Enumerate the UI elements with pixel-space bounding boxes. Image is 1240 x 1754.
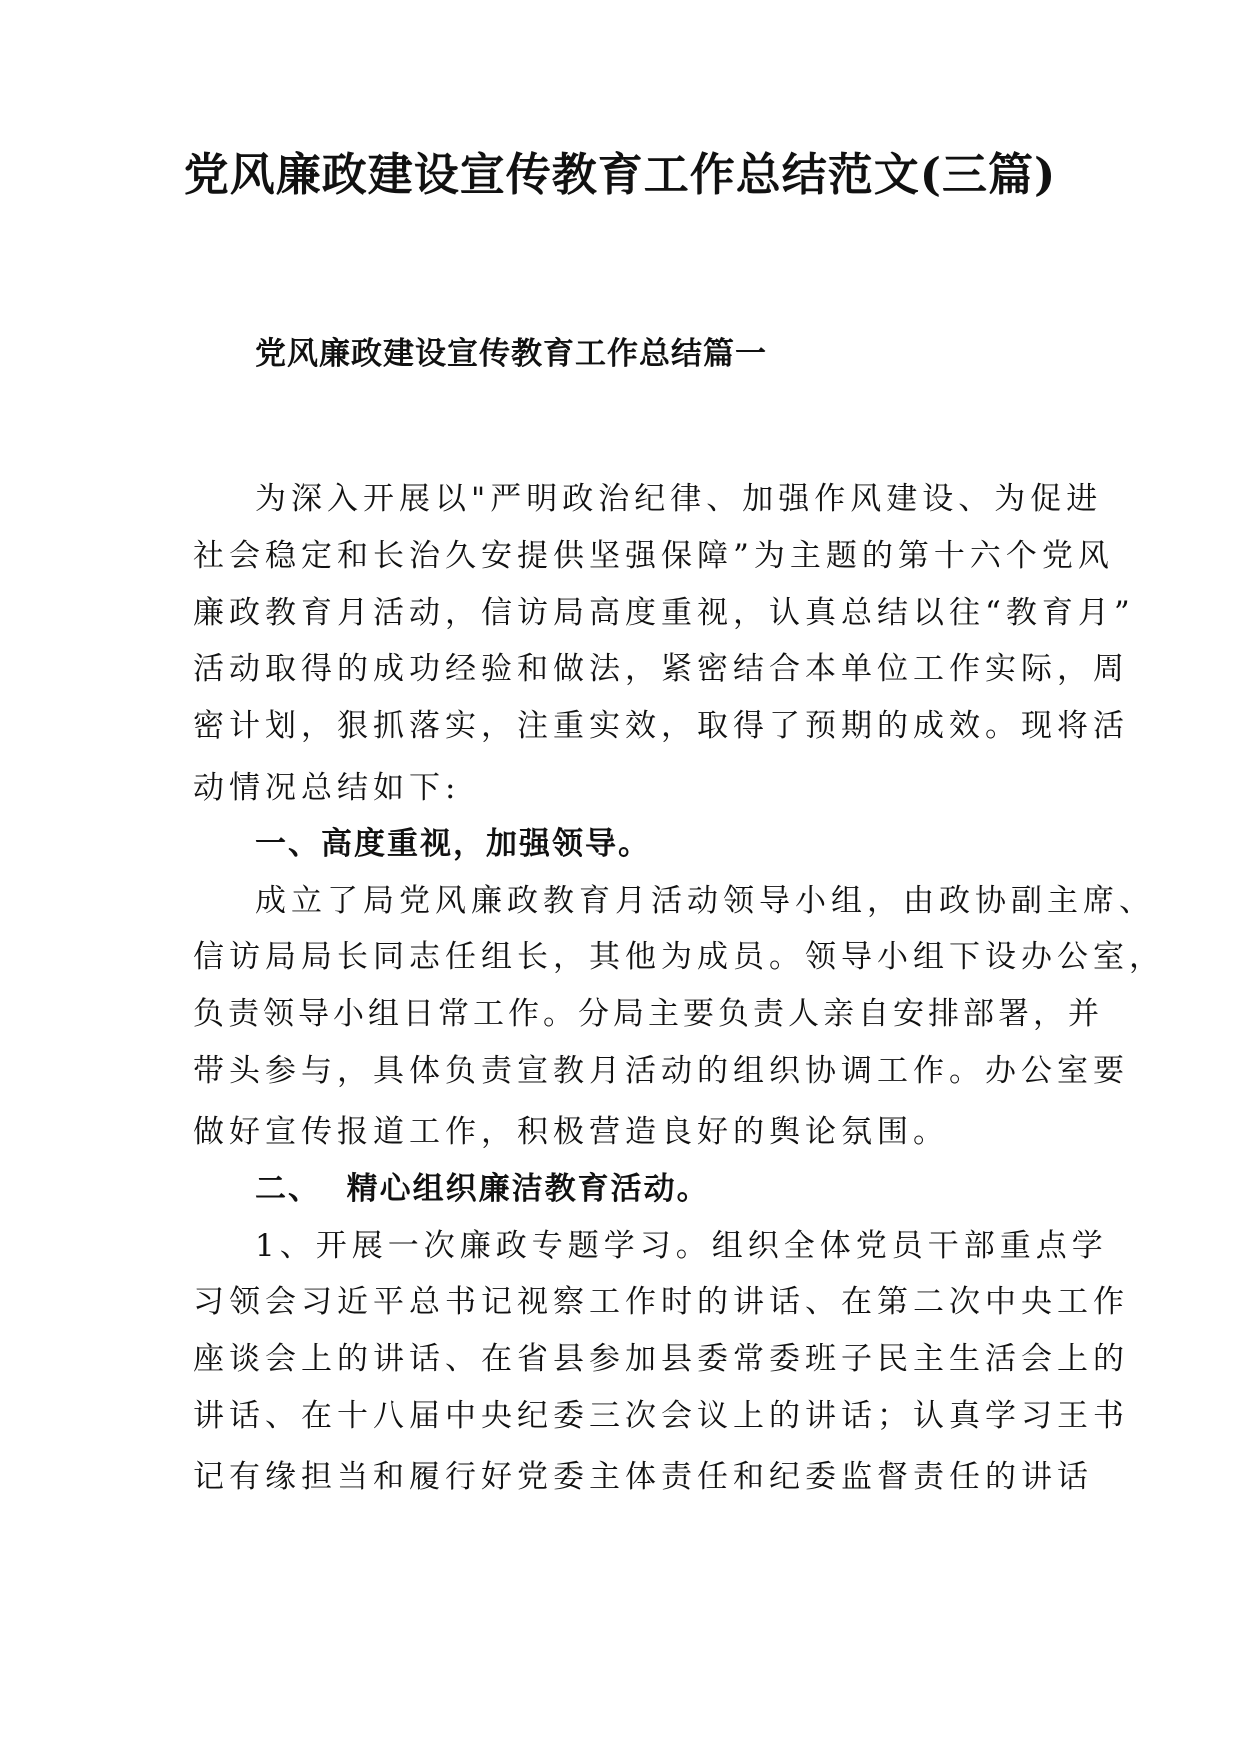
heading-two: 二、 精心组织廉洁教育活动。 — [255, 1171, 710, 1207]
paragraph-2-line-2: 信访局局长同志任组长，其他为成员。领导小组下设办公室， — [193, 939, 1165, 975]
section-title: 党风廉政建设宣传教育工作总结篇一 — [255, 336, 767, 372]
paragraph-1-line-5: 密计划，狠抓落实，注重实效，取得了预期的成效。现将活 — [193, 708, 1129, 744]
paragraph-3-line-4: 讲话、在十八届中央纪委三次会议上的讲话；认真学习王书 — [193, 1398, 1129, 1434]
paragraph-3-line-1: 1、开展一次廉政专题学习。组织全体党员干部重点学 — [255, 1228, 1108, 1264]
paragraph-1-line-1: 为深入开展以"严明政治纪律、加强作风建设、为促进 — [255, 481, 1103, 517]
paragraph-3-line-3: 座谈会上的讲话、在省县参加县委常委班子民主生活会上的 — [193, 1341, 1129, 1377]
paragraph-3-line-5: 记有缘担当和履行好党委主体责任和纪委监督责任的讲话 — [193, 1459, 1093, 1495]
paragraph-1-line-3: 廉政教育月活动，信访局高度重视，认真总结以往“教育月” — [193, 595, 1135, 631]
heading-one: 一、高度重视，加强领导。 — [255, 826, 651, 862]
paragraph-1-line-2: 社会稳定和长治久安提供坚强保障”为主题的第十六个党风 — [193, 538, 1114, 574]
paragraph-2-line-5: 做好宣传报道工作，积极营造良好的舆论氛围。 — [193, 1114, 949, 1150]
paragraph-2-line-4: 带头参与，具体负责宣教月活动的组织协调工作。办公室要 — [193, 1053, 1129, 1089]
paragraph-2-line-1: 成立了局党风廉政教育月活动领导小组，由政协副主席、 — [255, 883, 1155, 919]
paragraph-2-line-3: 负责领导小组日常工作。分局主要负责人亲自安排部署，并 — [193, 996, 1103, 1032]
paragraph-3-line-2: 习领会习近平总书记视察工作时的讲话、在第二次中央工作 — [193, 1284, 1129, 1320]
document-title: 党风廉政建设宣传教育工作总结范文(三篇) — [183, 148, 1057, 201]
paragraph-1-line-4: 活动取得的成功经验和做法，紧密结合本单位工作实际，周 — [193, 651, 1129, 687]
paragraph-1-line-6: 动情况总结如下: — [193, 770, 461, 806]
